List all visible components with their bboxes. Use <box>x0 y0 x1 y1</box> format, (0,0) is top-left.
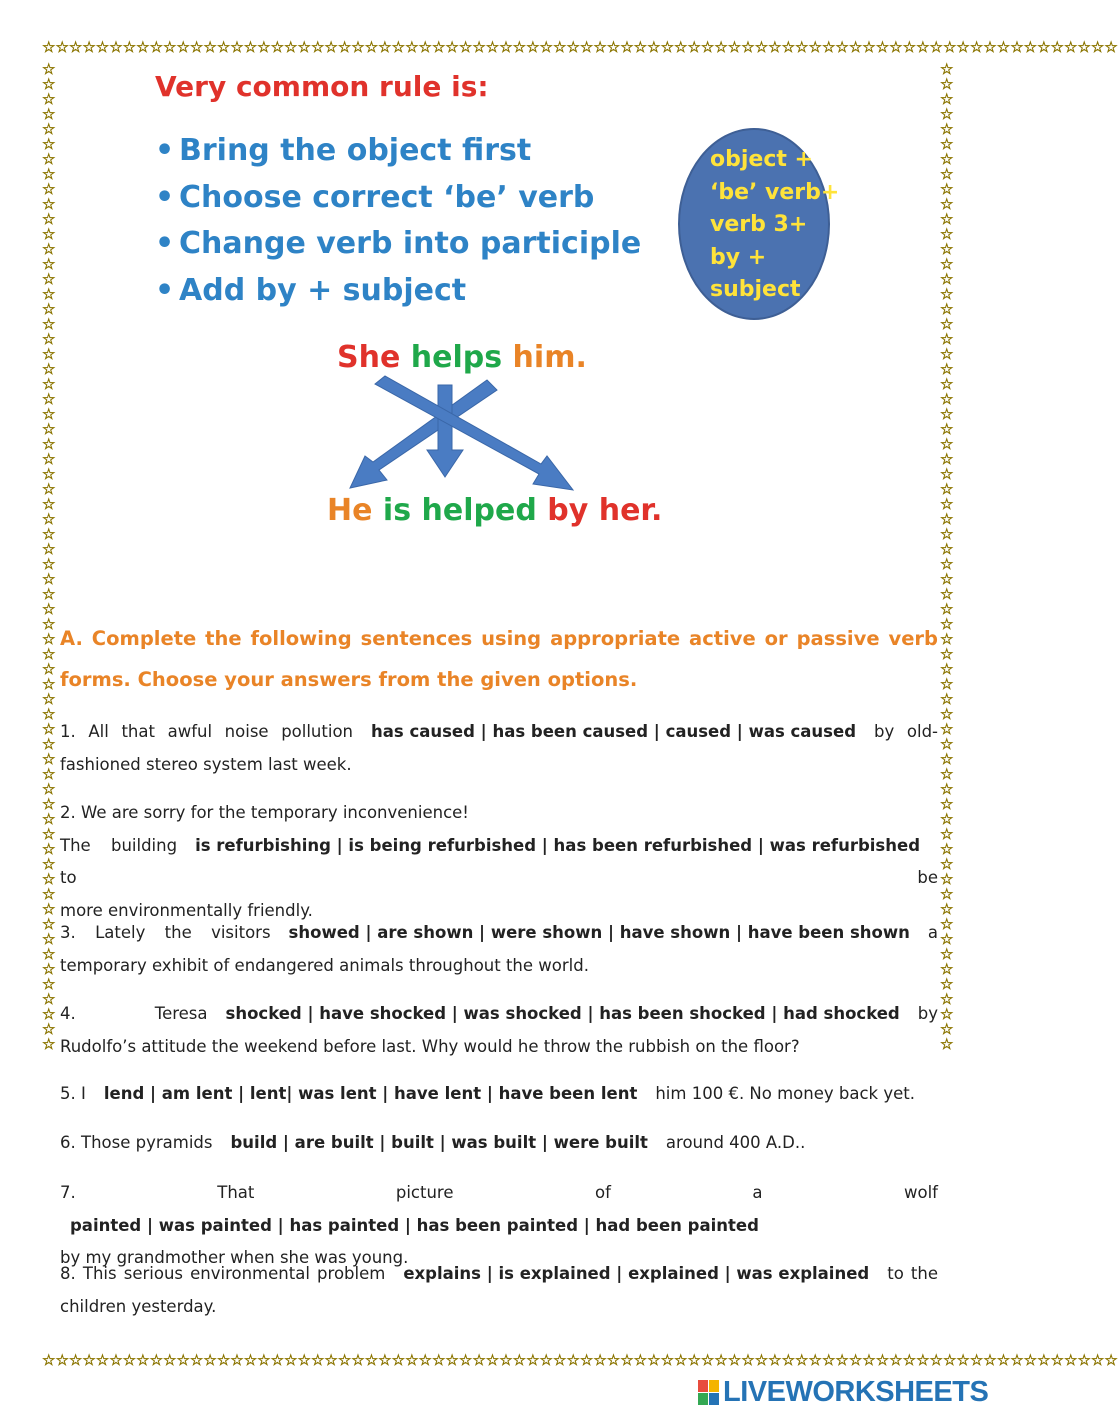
passive-sentence <box>327 493 662 528</box>
active-sentence <box>337 340 587 375</box>
logo-icon <box>698 1380 720 1406</box>
formula-line: object + <box>710 147 813 172</box>
formula-line: by + <box>710 244 767 270</box>
formula-oval <box>678 128 840 320</box>
rule-title: Very common rule is: <box>155 70 489 103</box>
answer-options[interactable]: build | are built | built | was built | were built <box>230 1133 648 1152</box>
formula-line: verb 3+ <box>710 212 808 237</box>
formula-line: subject <box>710 277 801 302</box>
answer-options[interactable]: is refurbishing | is being refurbished | has been refurbished | was refurbished <box>195 835 920 855</box>
answer-options[interactable]: has caused | has been caused | caused | was caused <box>371 722 857 741</box>
question-2: 2. We are sorry for the temporary inconvenience! The building is refurbishing | is being refurbished | has been refurbished | was refurbishedto be more environmentally friendly. <box>60 803 938 920</box>
answer-options[interactable]: lend | am lent | lent| was lent | have lent | have been lent <box>103 1084 638 1103</box>
answer-options[interactable]: showed | are shown | were shown | have shown | have been shown <box>288 923 910 942</box>
rule-item: • Choose correct ‘be’ verb <box>155 179 595 215</box>
answer-options[interactable]: shocked | have shocked | was shocked | has been shocked | had shocked <box>225 1004 900 1023</box>
transformation-arrows <box>345 380 585 495</box>
question-5: 5. I lend | am lent | lent| was lent | have lent | have been lent him 100 €. No money back yet. <box>60 1078 938 1111</box>
question-8: 8. This serious environmental problem explains | is explained | explained | was explained to the children yesterday. <box>60 1258 938 1323</box>
active-object: him. <box>512 340 587 375</box>
question-6: 6. Those pyramids build | are built | built | was built | were built around 400 A.D.. <box>60 1127 938 1160</box>
star-border-left: ☆☆☆☆☆☆☆☆☆☆☆☆☆☆☆☆☆☆☆☆☆☆☆☆☆☆☆☆☆☆☆☆☆☆☆☆☆☆☆☆☆☆☆☆☆☆☆☆☆☆☆☆☆☆☆☆☆☆☆☆☆☆☆☆☆☆ <box>42 60 56 1053</box>
question-7: 7. That picture of a wolfpainted | was painted | has painted | has been painted | had been painted by my grandmother when she was young. <box>60 1183 938 1267</box>
answer-options[interactable]: explains | is explained | explained | was explained <box>403 1264 870 1283</box>
rule-item: • Add by + subject <box>155 272 467 308</box>
star-border-bottom: ☆☆☆☆☆☆☆☆☆☆☆☆☆☆☆☆☆☆☆☆☆☆☆☆☆☆☆☆☆☆☆☆☆☆☆☆☆☆☆☆☆☆☆☆☆☆☆☆☆☆☆☆☆☆☆☆☆☆☆☆☆☆☆☆☆☆☆☆☆☆☆☆☆☆☆☆☆☆☆☆ <box>42 1351 1118 1369</box>
active-subject: She <box>337 340 401 375</box>
question-1: 1. All that awful noise pollution has caused | has been caused | caused | was caused by old- fashioned stereo system last week. <box>60 716 938 781</box>
answer-options[interactable]: painted | was painted | has painted | has been painted | had been painted <box>70 1215 759 1235</box>
star-border-right: ☆☆☆☆☆☆☆☆☆☆☆☆☆☆☆☆☆☆☆☆☆☆☆☆☆☆☆☆☆☆☆☆☆☆☆☆☆☆☆☆☆☆☆☆☆☆☆☆☆☆☆☆☆☆☆☆☆☆☆☆☆☆☆☆☆☆ <box>940 60 954 1053</box>
passive-subject: He <box>327 493 373 528</box>
rule-list <box>155 128 641 314</box>
rule-item: • Change verb into participle <box>155 226 642 261</box>
formula-line: ‘be’ verb+ <box>710 179 840 205</box>
star-border-top: ☆☆☆☆☆☆☆☆☆☆☆☆☆☆☆☆☆☆☆☆☆☆☆☆☆☆☆☆☆☆☆☆☆☆☆☆☆☆☆☆☆☆☆☆☆☆☆☆☆☆☆☆☆☆☆☆☆☆☆☆☆☆☆☆☆☆☆☆☆☆☆☆☆☆☆☆☆☆☆☆ <box>42 38 1118 56</box>
question-3: 3. Lately the visitors showed | are shown | were shown | have shown | have been shown a temporary exhibit of endangered animals throughout the world. <box>60 917 938 982</box>
question-4: 4. Teresa shocked | have shocked | was shocked | has been shocked | had shocked by Rudolfo’s attitude the weekend before last. Why would he throw the rubbish on the floor? <box>60 998 938 1063</box>
liveworksheets-logo[interactable] <box>698 1376 988 1410</box>
rule-item: • Bring the object first <box>155 133 532 168</box>
active-verb: helps <box>410 340 503 375</box>
passive-verb: is helped <box>382 493 537 528</box>
exercise-instructions: A. Complete the following sentences using appropriate active or passive verb forms. Choose your answers from the given options. <box>60 627 938 691</box>
logo-text: LIVEWORKSHEETS <box>723 1376 989 1408</box>
passive-agent: by her. <box>547 493 663 528</box>
